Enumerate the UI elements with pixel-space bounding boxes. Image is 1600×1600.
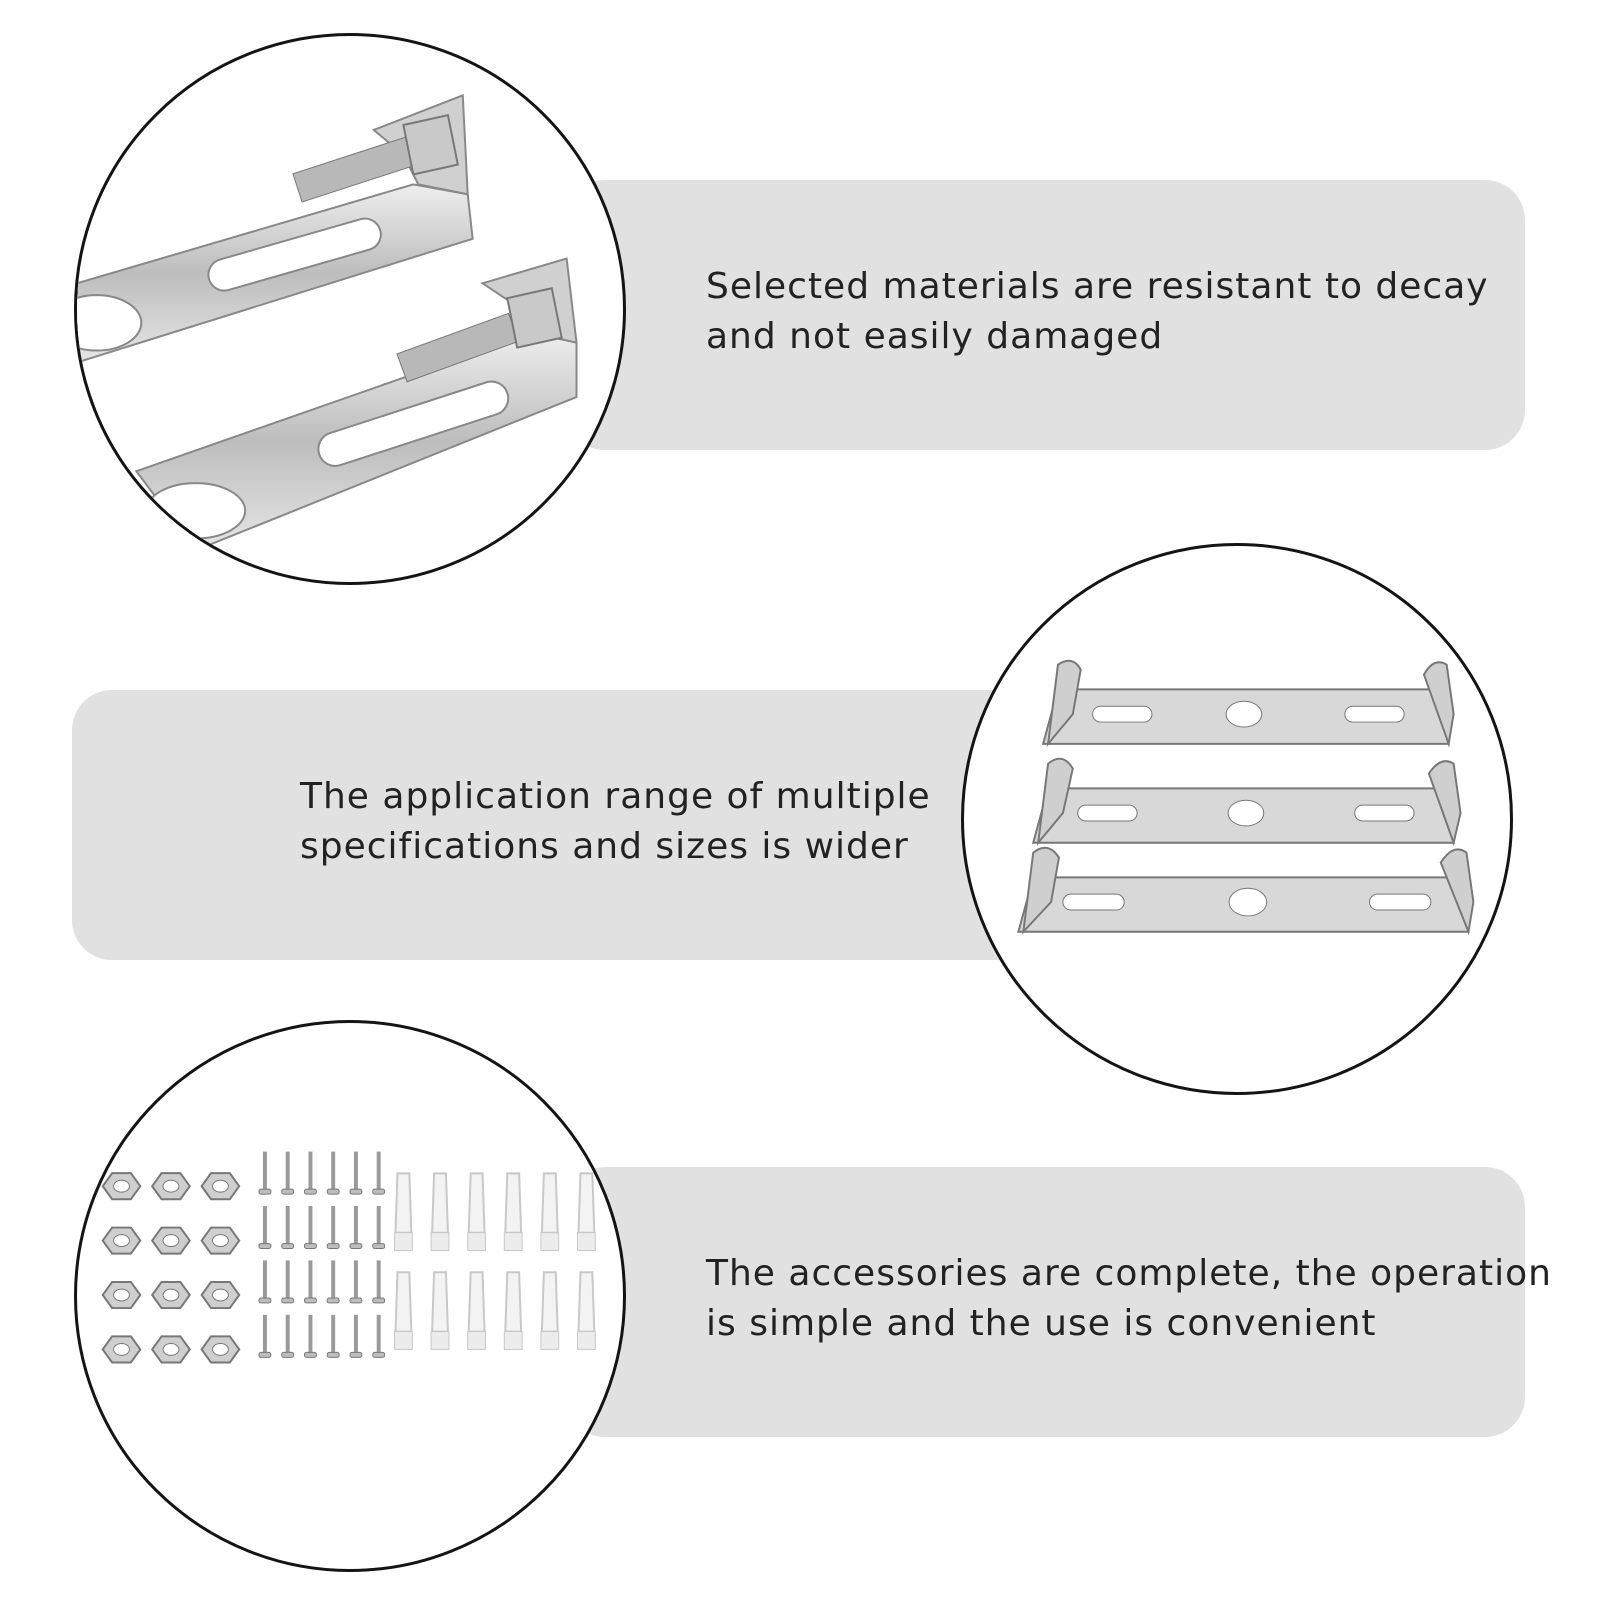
screw-icon — [308, 1206, 312, 1246]
brackets-image — [961, 543, 1513, 1095]
wall-anchor-icon — [578, 1272, 594, 1331]
wall-anchor-icon — [505, 1173, 521, 1232]
bracket-3 — [1018, 848, 1473, 932]
feature-3-line-2: is simple and the use is convenient — [706, 1303, 1377, 1344]
screw-icon — [331, 1315, 335, 1355]
wall-anchor-icon — [542, 1173, 558, 1232]
screw-icon — [286, 1152, 290, 1192]
screw-icon — [331, 1152, 335, 1192]
screw-icon — [263, 1260, 267, 1300]
screw-icon — [377, 1260, 381, 1300]
wall-anchor-icon — [578, 1173, 594, 1232]
screw-icon — [286, 1315, 290, 1355]
screw-icon — [308, 1260, 312, 1300]
feature-2-line-2: specifications and sizes is wider — [300, 826, 909, 867]
wall-anchor-icon — [542, 1272, 558, 1331]
wall-anchor-icon — [396, 1173, 412, 1232]
screw-icon — [308, 1152, 312, 1192]
feature-2-line-1: The application range of multiple — [300, 776, 931, 817]
screw-icon — [377, 1315, 381, 1355]
screw-icon — [263, 1152, 267, 1192]
screw-icon — [331, 1260, 335, 1300]
bracket-with-bolts-icon — [77, 36, 623, 582]
accessories-set-icon — [77, 1023, 623, 1569]
screw-icon — [286, 1206, 290, 1246]
screw-icon — [354, 1315, 358, 1355]
screw-icon — [308, 1315, 312, 1355]
feature-text-2 — [300, 772, 931, 872]
wall-anchor-icon — [469, 1173, 485, 1232]
feature-1-line-1: Selected materials are resistant to decay — [706, 266, 1489, 307]
screw-icon — [377, 1206, 381, 1246]
bracket-closeup-image — [74, 33, 626, 585]
wall-anchor-icon — [432, 1272, 448, 1331]
feature-text-1 — [706, 262, 1489, 362]
wall-anchor-icon — [505, 1272, 521, 1331]
wall-anchor-icon — [432, 1173, 448, 1232]
screw-icon — [354, 1260, 358, 1300]
screw-icon — [263, 1206, 267, 1246]
accessories-image — [74, 1020, 626, 1572]
screw-icon — [331, 1206, 335, 1246]
wall-anchor-icon — [469, 1272, 485, 1331]
feature-3-line-1: The accessories are complete, the operation — [706, 1253, 1552, 1294]
screw-icon — [377, 1152, 381, 1192]
feature-1-line-2: and not easily damaged — [706, 316, 1164, 357]
screw-icon — [286, 1260, 290, 1300]
three-brackets-icon — [964, 546, 1510, 1092]
feature-text-3 — [706, 1249, 1552, 1349]
bracket-1 — [1043, 661, 1453, 744]
wall-anchor-icon — [396, 1272, 412, 1331]
screw-icon — [354, 1152, 358, 1192]
bracket-2 — [1033, 759, 1460, 843]
screw-icon — [354, 1206, 358, 1246]
screw-icon — [263, 1315, 267, 1355]
